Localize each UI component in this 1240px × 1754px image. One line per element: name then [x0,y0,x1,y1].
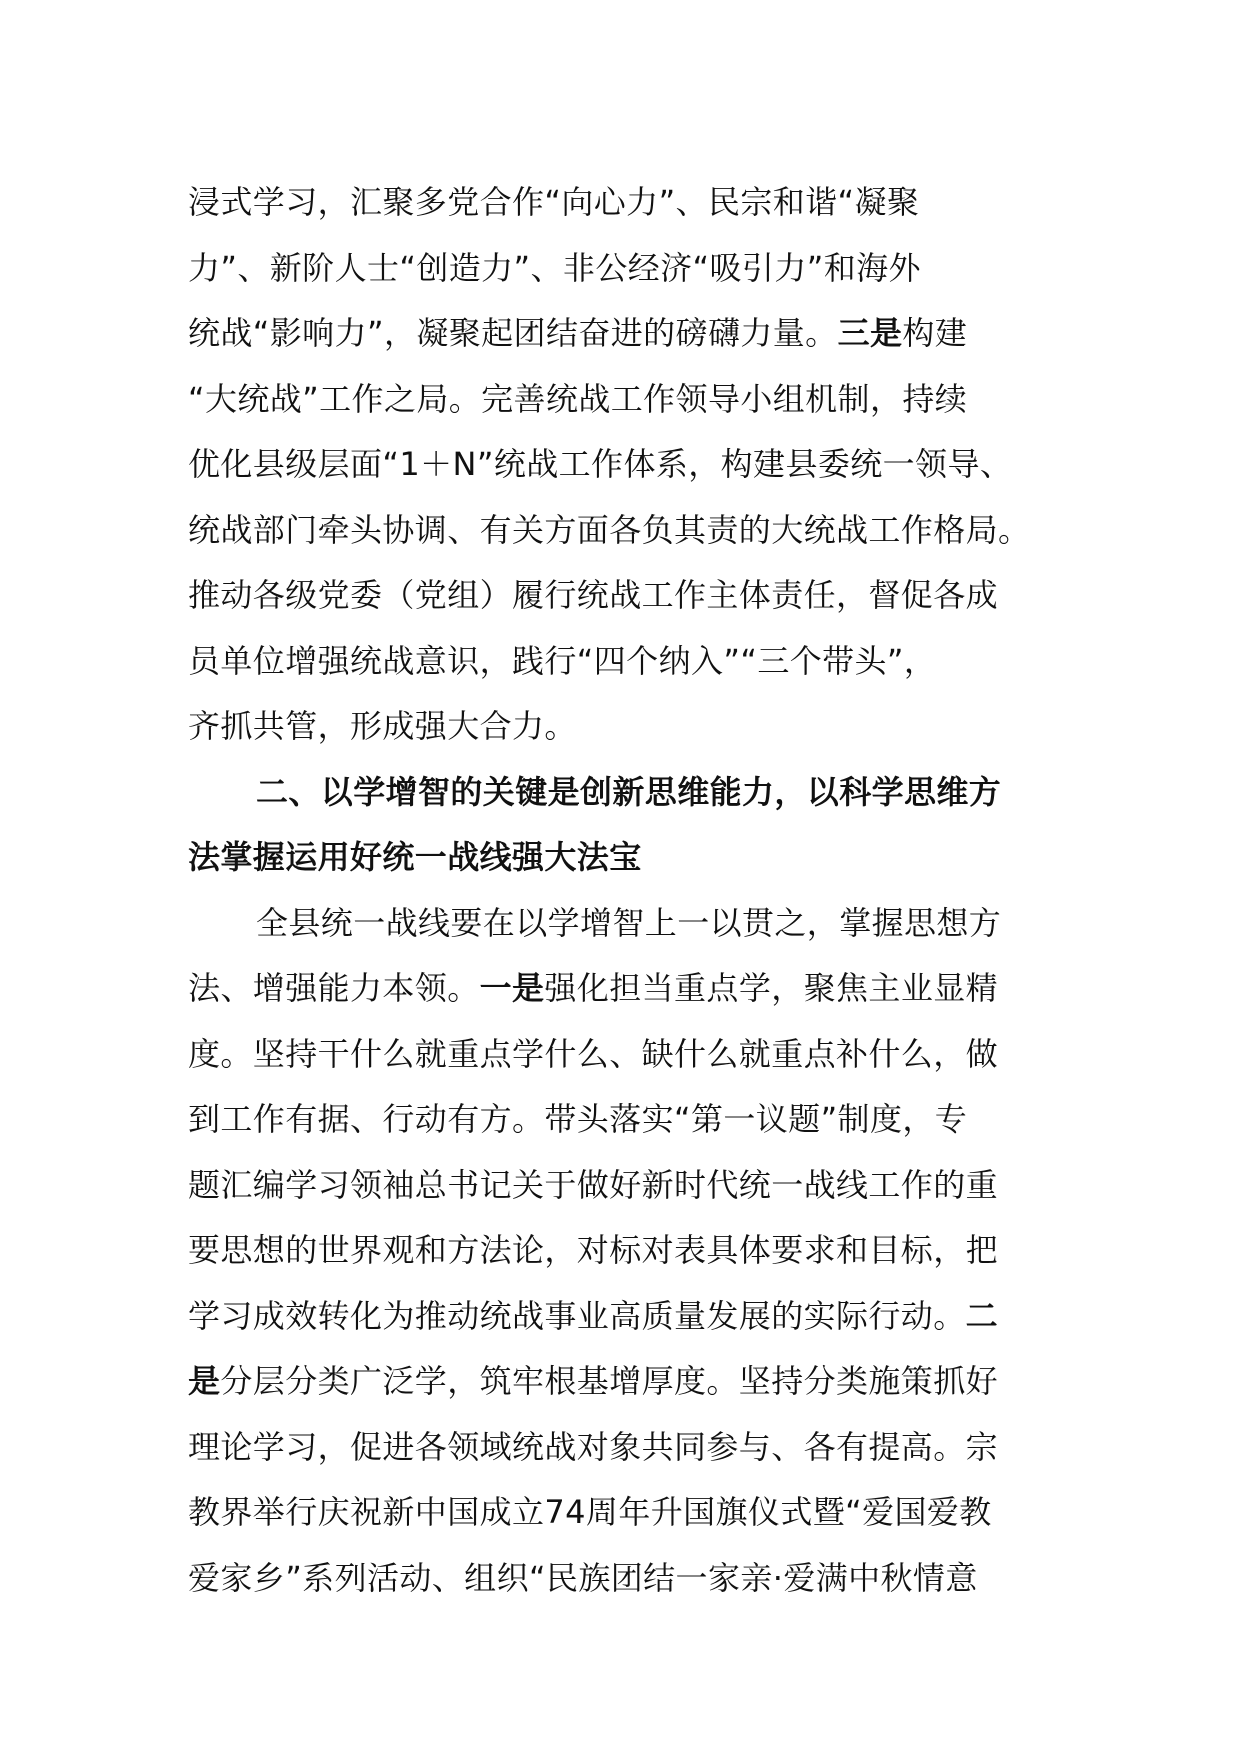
text-line [188,1087,1068,1153]
text-line [188,563,1068,629]
text-run: 全县统一战线要在以学增智上一以贯之，掌握思想方 [256,903,1002,942]
text-run: 到工作有据、行动有方。带头落实“第一议题”制度，专 [188,1100,968,1138]
text-run: 力”、新阶人士“创造力”、非公经济“吸引力”和海外 [188,248,921,287]
text-run: 齐抓共管，形成强大合力。 [188,707,577,745]
document-body [188,170,1068,1611]
bold-marker: 三是 [837,314,903,352]
text-line [188,170,1068,236]
text-run: 爱家乡”系列活动、组织“民族团结一家亲·爱满中秋情意 [188,1558,978,1597]
section-heading: 法掌握运用好统一战线强大法宝 [188,838,642,876]
text-run: 要思想的世界观和方法论，对标对表具体要求和目标，把 [188,1231,999,1269]
bold-marker: 一是 [479,969,545,1007]
text-run: 理论学习，促进各领域统战对象共同参与、各有提高。宗 [188,1427,999,1466]
text-line [188,694,1068,760]
text-line [188,1415,1068,1481]
text-line [188,956,1068,1022]
section-heading-line [188,760,1068,826]
text-line [188,498,1068,564]
text-line [188,367,1068,433]
text-run: 员单位增强统战意识，践行“四个纳入”“三个带头”， [188,641,937,680]
text-run: 推动各级党委（党组）履行统战工作主体责任，督促各成 [188,576,999,614]
text-run: 构建 [902,314,968,352]
text-run: 法、增强能力本领。 [188,969,480,1007]
text-run: 度。坚持干什么就重点学什么、缺什么就重点补什么，做 [188,1034,999,1073]
text-line [188,1480,1068,1546]
text-run: 优化县级层面“1＋N”统战工作体系，构建县委统一领导、 [188,445,1013,483]
text-run: 强化担当重点学，聚焦主业显精 [544,969,999,1007]
text-run: 学习成效转化为推动统战事业高质量发展的实际行动。 [188,1296,966,1335]
text-line [188,1349,1068,1415]
text-line [188,891,1068,957]
text-line [188,236,1068,302]
section-heading: 二、以学增智的关键是创新思维能力，以科学思维方 [256,772,1002,811]
text-run: “大统战”工作之局。完善统战工作领导小组机制，持续 [188,379,968,418]
text-line [188,1546,1068,1612]
text-line [188,1218,1068,1284]
text-run: 浸式学习，汇聚多党合作“向心力”、民宗和谐“凝聚 [188,183,920,221]
text-run: 分层分类广泛学，筑牢根基增厚度。坚持分类施策抓好 [220,1362,999,1400]
text-line [188,1153,1068,1219]
text-line [188,301,1068,367]
text-run: 统战“影响力”，凝聚起团结奋进的磅礴力量。 [188,314,838,352]
text-run: 教界举行庆祝新中国成立74周年升国旗仪式暨“爱国爱教 [188,1493,992,1531]
section-heading-line [188,825,1068,891]
text-run: 统战部门牵头协调、有关方面各负其责的大统战工作格局。 [188,510,1031,549]
text-line [188,1284,1068,1350]
text-line [188,629,1068,695]
bold-marker: 二 [965,1296,999,1335]
text-line [188,432,1068,498]
text-run: 题汇编学习领袖总书记关于做好新时代统一战线工作的重 [188,1165,999,1204]
text-line [188,1022,1068,1088]
bold-marker: 是 [188,1362,221,1400]
